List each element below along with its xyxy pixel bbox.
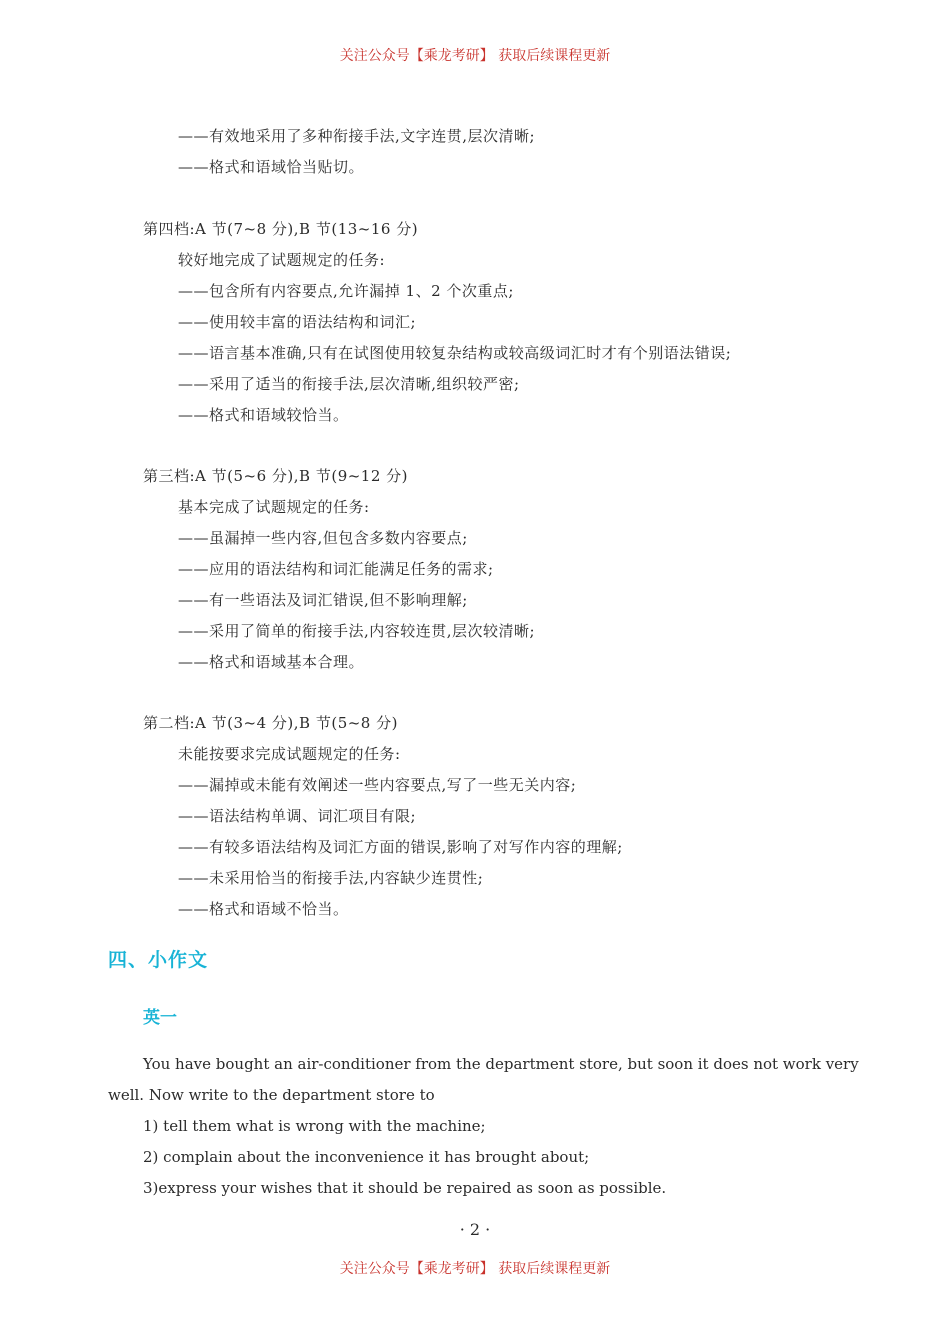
criteria-item: ——格式和语域较恰当。: [178, 406, 349, 424]
grade3-intro: 基本完成了试题规定的任务:: [178, 498, 370, 516]
subsection-heading: 英一: [143, 1008, 177, 1028]
grade3-title: 第三档:A 节(5~6 分),B 节(9~12 分): [143, 467, 409, 485]
criteria-item: ——有较多语法结构及词汇方面的错误,影响了对写作内容的理解;: [178, 838, 623, 856]
criteria-item: ——语法结构单调、词汇项目有限;: [178, 807, 417, 825]
criteria-item: ——漏掉或未能有效阐述一些内容要点,写了一些无关内容;: [178, 776, 577, 794]
grade4-intro: 较好地完成了试题规定的任务:: [178, 251, 386, 269]
criteria-item: ——有效地采用了多种衔接手法,文字连贯,层次清晰;: [178, 127, 536, 145]
prompt-item: 2) complain about the inconvenience it has brought about;: [143, 1148, 590, 1166]
grade2-intro: 未能按要求完成试题规定的任务:: [178, 745, 401, 763]
prompt-item: 1) tell them what is wrong with the machine;: [143, 1117, 486, 1135]
criteria-item: ——有一些语法及词汇错误,但不影响理解;: [178, 591, 468, 609]
criteria-item: ——未采用恰当的衔接手法,内容缺少连贯性;: [178, 869, 484, 887]
criteria-item: ——语言基本准确,只有在试图使用较复杂结构或较高级词汇时才有个别语法错误;: [178, 344, 732, 362]
grade4-title: 第四档:A 节(7~8 分),B 节(13~16 分): [143, 220, 419, 238]
prompt-item: 3)express your wishes that it should be repaired as soon as possible.: [143, 1179, 667, 1197]
section-heading: 四、小作文: [108, 949, 209, 971]
page-number: · 2 ·: [459, 1220, 491, 1239]
criteria-item: ——包含所有内容要点,允许漏掉 1、2 个次重点;: [178, 282, 514, 300]
criteria-item: ——格式和语域基本合理。: [178, 653, 365, 671]
criteria-item: ——采用了简单的衔接手法,内容较连贯,层次较清晰;: [178, 622, 536, 640]
prompt-line: well. Now write to the department store to: [108, 1086, 435, 1104]
criteria-item: ——采用了适当的衔接手法,层次清晰,组织较严密;: [178, 375, 520, 393]
criteria-item: ——虽漏掉一些内容,但包含多数内容要点;: [178, 529, 468, 547]
header-banner: 关注公众号【乘龙考研】 获取后续课程更新: [339, 48, 611, 64]
criteria-item: ——格式和语域不恰当。: [178, 900, 349, 918]
criteria-item: ——使用较丰富的语法结构和词汇;: [178, 313, 417, 331]
criteria-item: ——应用的语法结构和词汇能满足任务的需求;: [178, 560, 494, 578]
grade2-title: 第二档:A 节(3~4 分),B 节(5~8 分): [143, 714, 398, 732]
prompt-line: You have bought an air-conditioner from the department store, but soon it does not work very: [143, 1055, 859, 1073]
criteria-item: ——格式和语域恰当贴切。: [178, 158, 365, 176]
footer-banner: 关注公众号【乘龙考研】 获取后续课程更新: [339, 1261, 611, 1277]
